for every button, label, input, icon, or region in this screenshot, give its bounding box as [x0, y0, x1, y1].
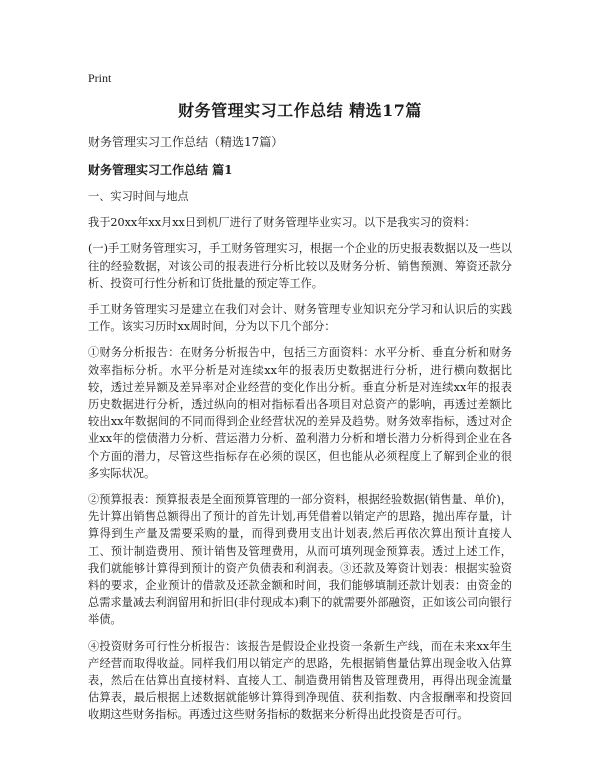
paragraph-manual-practice: (一)手工财务管理实习，手工财务管理实习，根据一个企业的历史报表数据以及一些以往的经验数据，对该公司的报表进行分析比较以及财务分析、销售预测、筹资还款分析、投资可行性分析和订货批量的预定等工作。: [88, 242, 512, 290]
paragraph-intro: 我于20xx年xx月xx日到机厂进行了财务管理毕业实习。以下是我实习的资料：: [88, 216, 476, 230]
document-subtitle: 财务管理实习工作总结（精选17篇）: [88, 135, 284, 149]
paragraph-financial-analysis: ①财务分析报告：在财务分析报告中，包括三方面资料：水平分析、垂直分析和财务效率指标分析。水平分析是对连续xx年的报表历史数据进行分析，进行横向数据比较，透过差异额及差异率对企业经营的变化作出分析。垂直分析是对连续xx年的报表历史数据进行分析，透过纵向的相对指标看出各项目对总资产的影响，再透过差额比较出xx年数据间的不同而得到企业经营状况的差异及趋势。财务效率指标，透过对企业xx年的偿债潜力分析、营运潜力分析、盈利潜力分析和增长潜力分析得到企业在各个方面的潜力，尽管这些指标存在必须的误区，但也能从必须程度上了解到企业的很多实际状况。: [88, 346, 512, 480]
paragraph-investment-feasibility: ④投资财务可行性分析报告：该报告是假设企业投资一条新生产线，而在未来xx年生产经营而取得收益。同样我们用以销定产的思路，先根据销售量估算出现金收入估算表，然后在估算出直接材料、直接人工、制造费用销售及管理费用，再得出现金流量估算表，最后根据上述数据就能够计算得到净现值、获利指数、内含报酬率和投资回收期这些财务指标。再透过这些财务指标的数据来分析得出此投资是否可行。: [88, 639, 512, 722]
section-heading: 财务管理实习工作总结 篇1: [88, 163, 233, 177]
page-title: 财务管理实习工作总结 精选17篇: [178, 101, 422, 120]
paragraph-practice-basis: 手工财务管理实习是建立在我们对会计、财务管理专业知识充分学习和认识后的实践工作。该实习历时xx周时间，分为以下几个部分：: [88, 303, 512, 334]
paragraph-budget-statements: ②预算报表：预算报表是全面预算管理的一部分资料，根据经验数据(销售量、单价)，先计算出销售总额得出了预计的首先计划,再凭借着以销定产的思路，抛出库存量，计算得到生产量及需要采购的量，而得到费用支出计划表,然后再依次算出预计直接人工、预计制造费用、预计销售及管理费用，从而可填列现金预算表。透过上述工作，我们就能够计算得到预计的资产负债表和利润表。③还款及筹资计划表：根据实验资料的要求，企业预计的借款及还款金额和时间，我们能够填制还款计划表：由资金的总需求量减去利润留用和折旧(非付现成本)剩下的就需要外部融资，正如该公司向银行举债。: [88, 493, 512, 627]
print-link[interactable]: Print: [88, 71, 112, 85]
paragraph-practice-time-heading: 一、实习时间与地点: [88, 190, 189, 203]
